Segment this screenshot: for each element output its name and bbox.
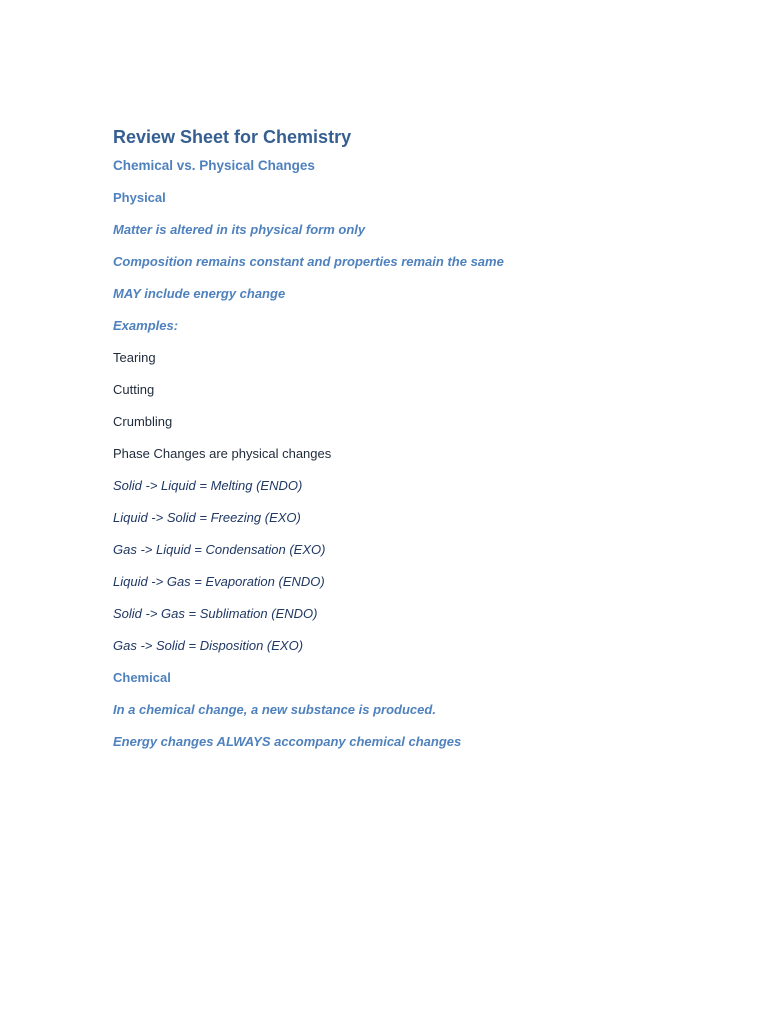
document-content (113, 124, 713, 766)
chemical-point: Energy changes ALWAYS accompany chemical changes (113, 734, 462, 749)
example-item: Phase Changes are physical changes (113, 446, 332, 461)
section-heading-chemical: Chemical (113, 670, 171, 685)
chemical-point: In a chemical change, a new substance is produced. (113, 702, 436, 717)
phase-change-item: Gas -> Liquid = Condensation (EXO) (113, 542, 326, 557)
section-heading-chemical-vs-physical: Chemical vs. Physical Changes (113, 158, 315, 173)
document-title: Review Sheet for Chemistry (113, 127, 352, 147)
phase-change-item: Liquid -> Gas = Evaporation (ENDO) (113, 574, 325, 589)
phase-change-item: Solid -> Gas = Sublimation (ENDO) (113, 606, 318, 621)
section-heading-physical: Physical (113, 190, 166, 205)
phase-change-item: Gas -> Solid = Disposition (EXO) (113, 638, 304, 653)
examples-label: Examples: (113, 318, 179, 333)
example-item: Tearing (113, 350, 156, 365)
phase-change-item: Solid -> Liquid = Melting (ENDO) (113, 478, 303, 493)
example-item: Cutting (113, 382, 155, 397)
physical-point: MAY include energy change (113, 286, 286, 301)
physical-point: Matter is altered in its physical form only (113, 222, 366, 237)
example-item: Crumbling (113, 414, 173, 429)
phase-change-item: Liquid -> Solid = Freezing (EXO) (113, 510, 301, 525)
physical-point: Composition remains constant and properties remain the same (113, 254, 504, 269)
